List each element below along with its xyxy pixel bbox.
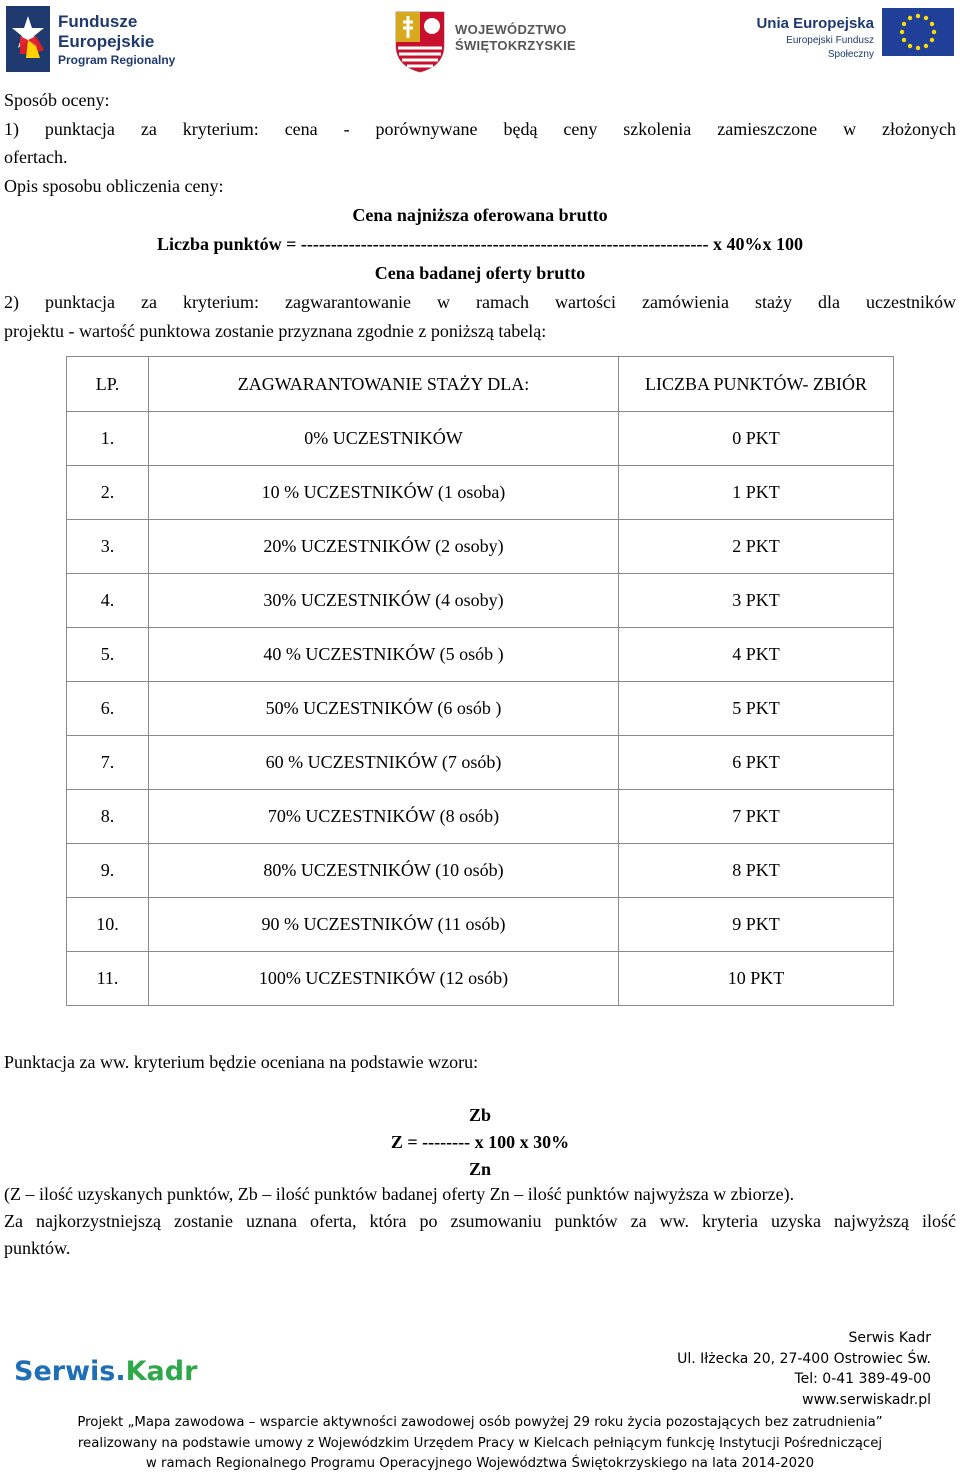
- cell-zagwarantowanie: 90 % UCZESTNIKÓW (11 osób): [149, 898, 619, 952]
- formula-rhs: x 40%x 100: [708, 234, 803, 254]
- punktacja-line: Punktacja za ww. kryterium będzie oceniana na podstawie wzoru:: [4, 1052, 479, 1072]
- project-line-3: w ramach Regionalnego Programu Operacyjnego Województwa Świętokrzyskiego na lata 2014-2020: [145, 1456, 815, 1471]
- table-row: [67, 412, 894, 466]
- cell-zagwarantowanie: 70% UCZESTNIKÓW (8 osób): [149, 790, 619, 844]
- formula-dashes: --------------------------------------------------------------------: [300, 234, 709, 254]
- cell-punkty: 9 PKT: [619, 898, 894, 952]
- point-1-line-2: ofertach.: [4, 147, 68, 167]
- cell-zagwarantowanie: 10 % UCZESTNIKÓW (1 osoba): [149, 466, 619, 520]
- company-tel: Tel: 0-41 389-49-00: [794, 1371, 931, 1387]
- z-formula: Z = -------- x 100 x 30%: [390, 1132, 570, 1152]
- cell-punkty: 1 PKT: [619, 466, 894, 520]
- table-row: [67, 844, 894, 898]
- point-2-line-2: projektu - wartość punktowa zostanie przyznana zgodnie z poniższą tabelą:: [4, 321, 547, 341]
- formula-denominator: Cena badanej oferty brutto: [374, 263, 586, 283]
- table-row: [67, 466, 894, 520]
- ue-title: Unia Europejska: [756, 15, 874, 32]
- sposob-oceny: Sposób oceny:: [4, 90, 110, 110]
- eu-flag-icon: [882, 8, 954, 61]
- cell-punkty: 10 PKT: [619, 952, 894, 1006]
- woj-line-2: ŚWIĘTOKRZYSKIE: [455, 38, 576, 53]
- header-zagwarantowanie: ZAGWARANTOWANIE STAŻY DLA:: [149, 357, 619, 412]
- cell-punkty: 5 PKT: [619, 682, 894, 736]
- cell-punkty: 3 PKT: [619, 574, 894, 628]
- company-name: Serwis Kadr: [848, 1330, 931, 1346]
- cell-lp: 6.: [67, 682, 149, 736]
- cell-punkty: 2 PKT: [619, 520, 894, 574]
- cell-lp: 11.: [67, 952, 149, 1006]
- table-body: [67, 412, 894, 1006]
- cell-punkty: 4 PKT: [619, 628, 894, 682]
- z-numerator: Zb: [468, 1105, 492, 1125]
- cell-lp: 3.: [67, 520, 149, 574]
- company-address: Ul. Iłżecka 20, 27-400 Ostrowiec Św.: [677, 1350, 931, 1367]
- project-line-1: Projekt „Mapa zawodowa – wsparcie aktywności zawodowej osób powyżej 29 roku życia pozostających bez zatrudnienia”: [77, 1415, 883, 1430]
- cell-zagwarantowanie: 30% UCZESTNIKÓW (4 osoby): [149, 574, 619, 628]
- table-row: [67, 898, 894, 952]
- fe-subtitle: Program Regionalny: [58, 53, 176, 67]
- formula-legend: (Z – ilość uzyskanych punktów, Zb – ilość punktów badanej oferty Zn – ilość punktów najwyższa w zbiorze).: [4, 1184, 795, 1204]
- opis-sposobu: Opis sposobu obliczenia ceny:: [4, 176, 224, 196]
- cell-lp: 4.: [67, 574, 149, 628]
- header-liczba-punktow: LICZBA PUNKTÓW- ZBIÓR: [619, 357, 894, 412]
- cell-zagwarantowanie: 60 % UCZESTNIKÓW (7 osób): [149, 736, 619, 790]
- final-line-1: Za najkorzystniejszą zostanie uznana oferta, która po zsumowaniu punktów za ww. kryteria uzyska najwyższą ilość: [4, 1211, 956, 1231]
- project-line-2: realizowany na podstawie umowy z Wojewódzkim Urzędem Pracy w Kielcach pełniącym funkcję Instytucji Pośredniczącej: [77, 1435, 883, 1451]
- table-row: [67, 790, 894, 844]
- company-contact: [600, 1328, 931, 1410]
- ue-subtitle: Europejski Fundusz Społeczny: [786, 35, 874, 60]
- cell-lp: 1.: [67, 412, 149, 466]
- cell-punkty: 7 PKT: [619, 790, 894, 844]
- cell-zagwarantowanie: 100% UCZESTNIKÓW (12 osób): [149, 952, 619, 1006]
- cell-lp: 2.: [67, 466, 149, 520]
- fe-title-1: Fundusze: [58, 12, 138, 31]
- table-row: [67, 628, 894, 682]
- table-row: [67, 736, 894, 790]
- cell-zagwarantowanie: 80% UCZESTNIKÓW (10 osób): [149, 844, 619, 898]
- fe-star-icon: [6, 6, 56, 72]
- cell-punkty: 8 PKT: [619, 844, 894, 898]
- staze-score-table: [66, 356, 894, 1006]
- fe-logo-text: [58, 12, 175, 68]
- serwis-kadr-logo: [14, 1356, 197, 1387]
- final-line-2: punktów.: [4, 1238, 71, 1258]
- project-info: [0, 1413, 960, 1475]
- cell-zagwarantowanie: 0% UCZESTNIKÓW: [149, 412, 619, 466]
- table-row: [67, 952, 894, 1006]
- wojewodztwo-crest-icon: [392, 8, 448, 79]
- z-denominator: Zn: [468, 1159, 492, 1179]
- cell-lp: 5.: [67, 628, 149, 682]
- woj-line-1: WOJEWÓDZTWO: [455, 22, 567, 37]
- kadr-logo-part: Kadr: [125, 1356, 198, 1387]
- cell-lp: 9.: [67, 844, 149, 898]
- formula-numerator: Cena najniższa oferowana brutto: [352, 205, 608, 225]
- header-lp: LP.: [67, 357, 149, 412]
- point-2-line-1: 2) punktacja za kryterium: zagwarantowanie w ramach wartości zamówienia staży dla uczestników: [4, 292, 956, 312]
- point-1-line-1: 1) punktacja za kryterium: cena - porównywane będą ceny szkolenia zamieszczone w złożonych: [4, 119, 956, 139]
- table-header-row: [67, 357, 894, 412]
- cell-punkty: 6 PKT: [619, 736, 894, 790]
- cell-punkty: 0 PKT: [619, 412, 894, 466]
- cell-zagwarantowanie: 40 % UCZESTNIKÓW (5 osób ): [149, 628, 619, 682]
- table-row: [67, 682, 894, 736]
- formula-lhs: Liczba punktów =: [157, 234, 301, 254]
- wojewodztwo-text: [455, 22, 576, 54]
- cell-lp: 8.: [67, 790, 149, 844]
- cell-zagwarantowanie: 50% UCZESTNIKÓW (6 osób ): [149, 682, 619, 736]
- cell-lp: 10.: [67, 898, 149, 952]
- company-www: www.serwiskadr.pl: [802, 1391, 931, 1408]
- table-row: [67, 574, 894, 628]
- ue-logo-text: [738, 14, 874, 62]
- serwis-logo-part: Serwis.: [14, 1356, 126, 1387]
- cell-lp: 7.: [67, 736, 149, 790]
- table-row: [67, 520, 894, 574]
- fe-title-2: Europejskie: [58, 32, 155, 51]
- cell-zagwarantowanie: 20% UCZESTNIKÓW (2 osoby): [149, 520, 619, 574]
- formula-line: [4, 230, 956, 259]
